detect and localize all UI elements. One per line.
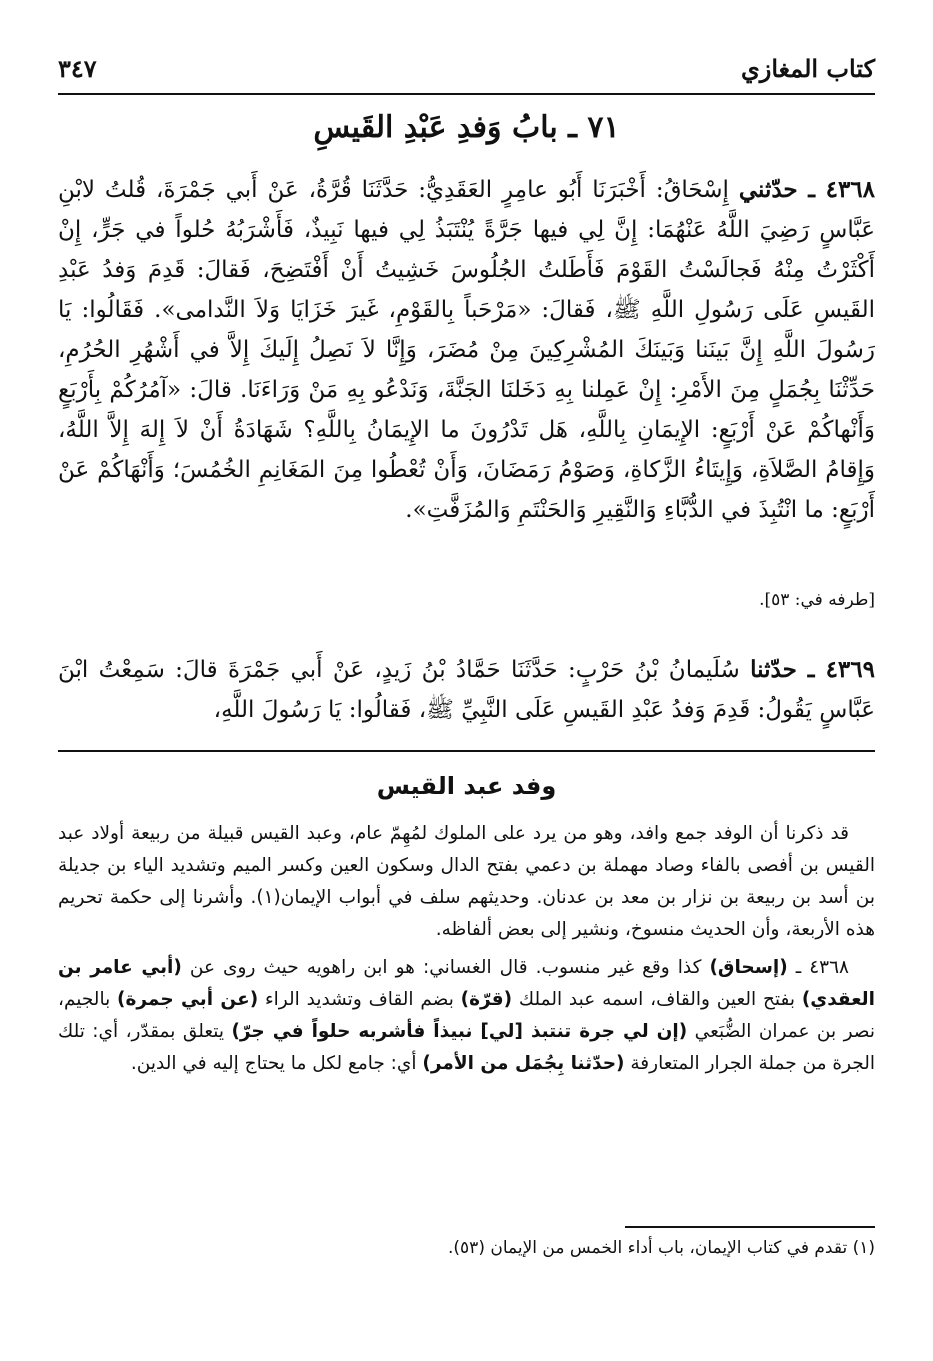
hadith-4369-lead: ٤٣٦٩ ـ حدّثنا [750,656,875,683]
running-header [58,48,875,88]
hadith-4368 [58,170,875,530]
commentary-p2-text-5: بالجيم، نصر بن عمران الضُّبَعي [58,989,875,1042]
commentary-paragraph-2 [58,952,875,1080]
commentary-p2-text-1: ٤٣٦٨ ـ [787,957,849,978]
hadith-4368-lead: ٤٣٦٨ ـ حدّثني [738,176,876,203]
section-divider [58,750,875,752]
cross-reference: [طرفه في: ٥٣]. [759,590,875,610]
commentary-p2-bold-3: (قرّة) [460,989,513,1010]
chapter-heading: ٧١ ـ بابُ وَفدِ عَبْدِ القَيسِ [313,110,620,145]
commentary-p2-bold-6: (حدّثنا بِجُمَل من الأمر) [422,1053,625,1074]
commentary-body [58,818,875,1080]
commentary-p2-text-2: كذا وقع غير منسوب. قال الغساني: هو ابن راهويه حيث روى عن [181,957,710,978]
book-title: كتاب المغازي [740,54,875,83]
commentary-p2-bold-1: (إسحاق) [709,957,788,978]
commentary-p2-bold-5: (إن لي جرة تنتبذ [لي] نبيذاً فأشربه حلواً في جرّ) [231,1021,688,1042]
header-divider [58,93,875,95]
commentary-p2-text-6: يتعلق بمقدّر، أي: تلك الجرة من جملة الجرار المتعارفة [58,1021,875,1074]
commentary-paragraph-1: قد ذكرنا أن الوفد جمع وافد، وهو من يرد على الملوك لمُهِمّ عام، وعبد القيس قبيلة من ربيعة أولاد عبد القيس بن أفصى بالفاء وصاد مهملة بن دعمي بفتح الدال وسكون العين وكسر الميم وتشديد الياء بن جديلة بن أسد بن ربيعة بن نزار بن معد بن عدنان. وحديثهم سلف في أبواب الإيمان(١). وأشرنا إلى حكمة تحريم هذه الأربعة، وأن الحديث منسوخ، ونشير إلى بعض ألفاظه. [58,823,875,940]
commentary-p2-text-3: بفتح العين والقاف، اسمه عبد الملك [512,989,802,1010]
footnote-divider [625,1226,875,1228]
commentary-p2-text-4: بضم القاف وتشديد الراء [258,989,461,1010]
page-number: ٣٤٧ [58,54,97,83]
hadith-4368-text: إِسْحَاقُ: أَخْبَرَنَا أَبُو عامِرٍ العَقَدِيُّ: حَدَّثَنَا قُرَّةُ، عَنْ أَبي جَمْرَةَ، قُلتُ لابْنِ عَبَّاسٍ رَضِيَ اللَّهُ عَنْهُمَا: إِنَّ لِي فيها جَرَّةً يُنْتَبَذُ لِي فيها نَبِيذٌ، فَأَشْرَبُهُ حُلواً في جَرٍّ، إِنْ أَكْثَرْتُ مِنْهُ فَجالَسْتُ القَوْمَ فَأَطَلتُ الجُلُوسَ خَشِيتُ أَنْ أَفْتَضِحَ، فَقالَ: قَدِمَ وَفدُ عَبْدِ القَيسِ عَلَى رَسُولِ اللَّهِ ﷺ، فَقالَ: «مَرْحَباً بِالقَوْمِ، غَيرَ خَزَايَا وَلاَ النَّدامى». فَقَالُوا: يَا رَسُولَ اللَّهِ إِنَّ بَينَنا وَبَينَكَ المُشْرِكِينَ مِنْ مُضَرَ، وَإِنَّا لاَ نَصِلُ إِلَيكَ إِلاَّ في أَشْهُرِ الحُرُمِ، حَدِّثْنَا بِجُمَلٍ مِنَ الأَمْرِ: إِنْ عَمِلنا بِهِ دَخَلنَا الجَنَّةَ، وَنَدْعُو بِهِ مَنْ وَرَاءَنَا. قالَ: «آمُرُكُمْ بِأَرْبَعٍ وَأَنْهاكُمْ عَنْ أَرْبَعٍ: الإِيمَانِ بِاللَّهِ، هَل تَدْرُونَ ما الإِيمَانُ بِاللَّهِ؟ شَهَادَةُ أَنْ لاَ إِلهَ إِلاَّ اللَّهُ، وَإِقامُ الصَّلاَةِ، وَإِيتَاءُ الزَّكاةِ، وَصَوْمُ رَمَضَانَ، وَأَنْ تُعْطُوا مِنَ المَغَانِمِ الخُمُسَ؛ وَأَنْهَاكُمْ عَنْ أَرْبَعٍ: ما انْتُبِذَ في الدُّبَّاءِ وَالنَّقِيرِ وَالحَنْتَمِ وَالمُزَفَّتِ». [58,177,875,523]
commentary-title: وفد عبد القيس [376,772,557,800]
commentary-p2-bold-4: (عن أبي جمرة) [117,989,259,1010]
footnote: (١) تقدم في كتاب الإيمان، باب أداء الخمس من الإيمان (٥٣). [448,1238,875,1258]
commentary-p2-text-7: أي: جامع لكل ما يحتاج إليه في الدين. [130,1053,423,1074]
hadith-4369-text: سُلَيمانُ بْنُ حَرْبٍ: حَدَّثَنَا حَمَّادُ بْنُ زَيدٍ، عَنْ أَبي جَمْرَةَ قالَ: سَمِعْتُ ابْنَ عَبَّاسٍ يَقُولُ: قَدِمَ وَفدُ عَبْدِ القَيسِ عَلَى النَّبِيِّ ﷺ، فَقالُوا: يَا رَسُولَ اللَّهِ، [58,657,875,723]
hadith-4369 [58,650,875,730]
commentary-p2-bold-2: (أبي عامر بن العقدي) [58,957,875,1010]
